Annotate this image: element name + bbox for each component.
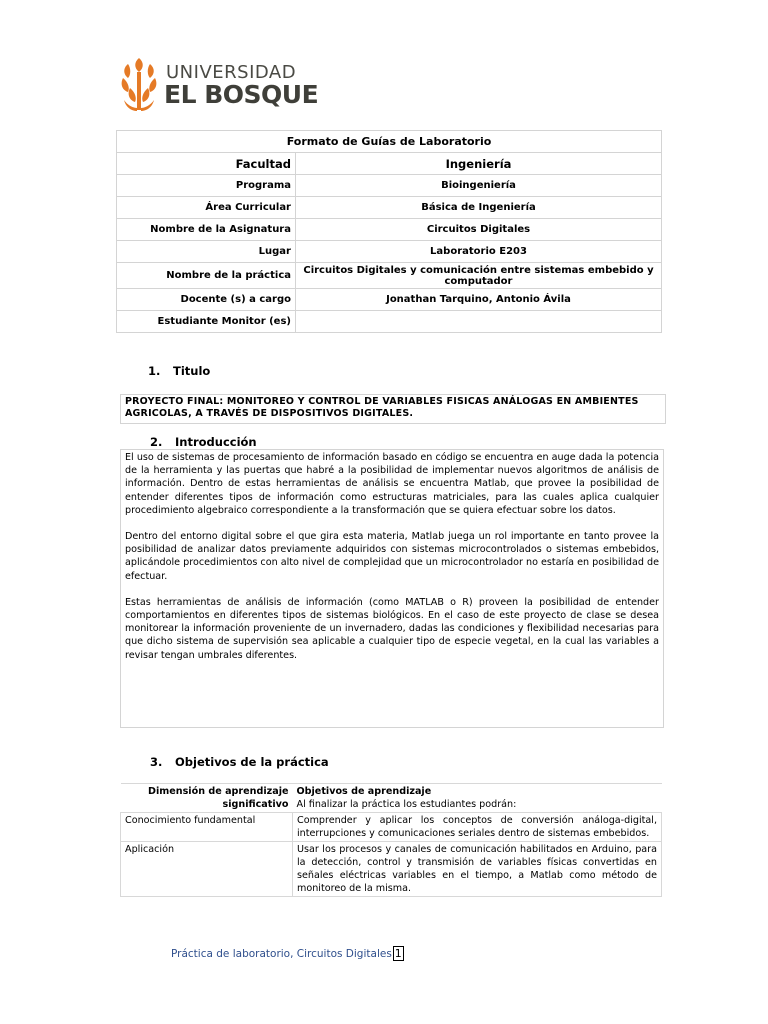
form-title: Formato de Guías de Laboratorio xyxy=(117,131,662,153)
page-number: 1 xyxy=(394,947,402,960)
intro-paragraph-1: El uso de sistemas de procesamiento de información basado en código se encuentra en auge dada la potencia de la herramienta y las puertas que habré a la posibilidad de implementar nuevos algoritmos de análisis de información. Dentro de estas herramientas de análisis se encuentra Matlab, que provee la posibilidad de entender diferentes tipos de información como estructuras matriciales, para las cuales aplica cualquier procedimiento algebraico correspondiente a la transformación que se quiera efectuar sobre los datos. xyxy=(125,452,659,516)
project-title-box: PROYECTO FINAL: MONITOREO Y CONTROL DE VARIABLES FISICAS ANÁLOGAS EN AMBIENTES AGRICOLAS, A TRAVÉS DE DISPOSITIVOS DIGITALES. xyxy=(120,394,666,424)
objective-cell: Usar los procesos y canales de comunicación habilitados en Arduino, para la detección, control y transmisión de variables físicas convertidas en señales eléctricas variables en el tiempo, a Matlab como método de monitoreo de la misma. xyxy=(293,842,662,897)
section-heading-introduccion xyxy=(150,435,257,449)
section-number: 1. xyxy=(148,364,161,378)
section-heading-objetivos xyxy=(150,755,329,769)
section-number: 3. xyxy=(150,755,163,769)
logo-line-universidad: UNIVERSIDAD xyxy=(166,62,297,83)
value-facultad: Ingeniería xyxy=(296,153,662,175)
section-title: Introducción xyxy=(175,435,257,449)
table-row xyxy=(121,842,662,897)
objectives-table xyxy=(120,783,662,897)
section-title: Titulo xyxy=(173,364,211,378)
intro-paragraph-3: Estas herramientas de análisis de información (como MATLAB o R) proveen la posibilidad de entender comportamientos en diferentes tipos de sistemas biológicos. En el caso de este proyecto de clase se desea monitorear la información proveniente de un invernadero, dadas las condiciones y flexibilidad necesarias para que dicho sistema de supervisión sea aplicable a cualquier tipo de especie vegetal, en la cual las variables a revisar tengan umbrales diferentes. xyxy=(125,596,659,661)
section-heading-titulo xyxy=(148,364,210,378)
value-programa: Bioingeniería xyxy=(296,175,662,197)
value-area-curricular: Básica de Ingeniería xyxy=(296,197,662,219)
table-row xyxy=(121,813,662,842)
header-dimension: Dimensión de aprendizaje significativo xyxy=(121,784,293,813)
intro-paragraph-2: Dentro del entorno digital sobre el que gira esta materia, Matlab juega un rol importante en tanto provee la posibilidad de analizar datos previamente adquiridos con sistemas microcontrolados o sistemas embebidos, aplicándole procedimientos con alto nivel de complejidad que un microcontrolador no estaría en posibilidad de efectuar. xyxy=(125,531,659,582)
header-objectives-title: Objetivos de aprendizaje xyxy=(296,786,432,797)
value-nombre-practica: Circuitos Digitales y comunicación entre sistemas embebido y computador xyxy=(296,263,662,289)
header-objectives xyxy=(293,784,662,813)
label-facultad: Facultad xyxy=(117,153,296,175)
objective-cell: Comprender y aplicar los conceptos de conversión análoga-digital, interrupciones y comunicaciones seriales dentro de sistemas embebidos. xyxy=(293,813,662,842)
bosque-emblem-icon xyxy=(120,56,160,114)
section-number: 2. xyxy=(150,435,163,449)
dimension-cell: Conocimiento fundamental xyxy=(121,813,293,842)
label-area-curricular: Área Curricular xyxy=(117,197,296,219)
label-asignatura: Nombre de la Asignatura xyxy=(117,219,296,241)
logo-line-el-bosque: EL BOSQUE xyxy=(164,80,319,109)
label-docente: Docente (s) a cargo xyxy=(117,289,296,311)
dimension-cell: Aplicación xyxy=(121,842,293,897)
university-logo xyxy=(120,56,320,114)
value-asignatura: Circuitos Digitales xyxy=(296,219,662,241)
page-footer xyxy=(171,946,404,961)
value-estudiante-monitor xyxy=(296,311,662,333)
introduction-box xyxy=(120,449,664,728)
value-docente: Jonathan Tarquino, Antonio Ávila xyxy=(296,289,662,311)
lab-guide-info-table xyxy=(116,130,662,333)
footer-text: Práctica de laboratorio, Circuitos Digitales xyxy=(171,948,392,960)
header-objectives-sub: Al finalizar la práctica los estudiantes podrán: xyxy=(296,799,517,810)
label-lugar: Lugar xyxy=(117,241,296,263)
label-estudiante-monitor: Estudiante Monitor (es) xyxy=(117,311,296,333)
label-nombre-practica: Nombre de la práctica xyxy=(117,263,296,289)
value-lugar: Laboratorio E203 xyxy=(296,241,662,263)
section-title: Objetivos de la práctica xyxy=(175,755,329,769)
label-programa: Programa xyxy=(117,175,296,197)
